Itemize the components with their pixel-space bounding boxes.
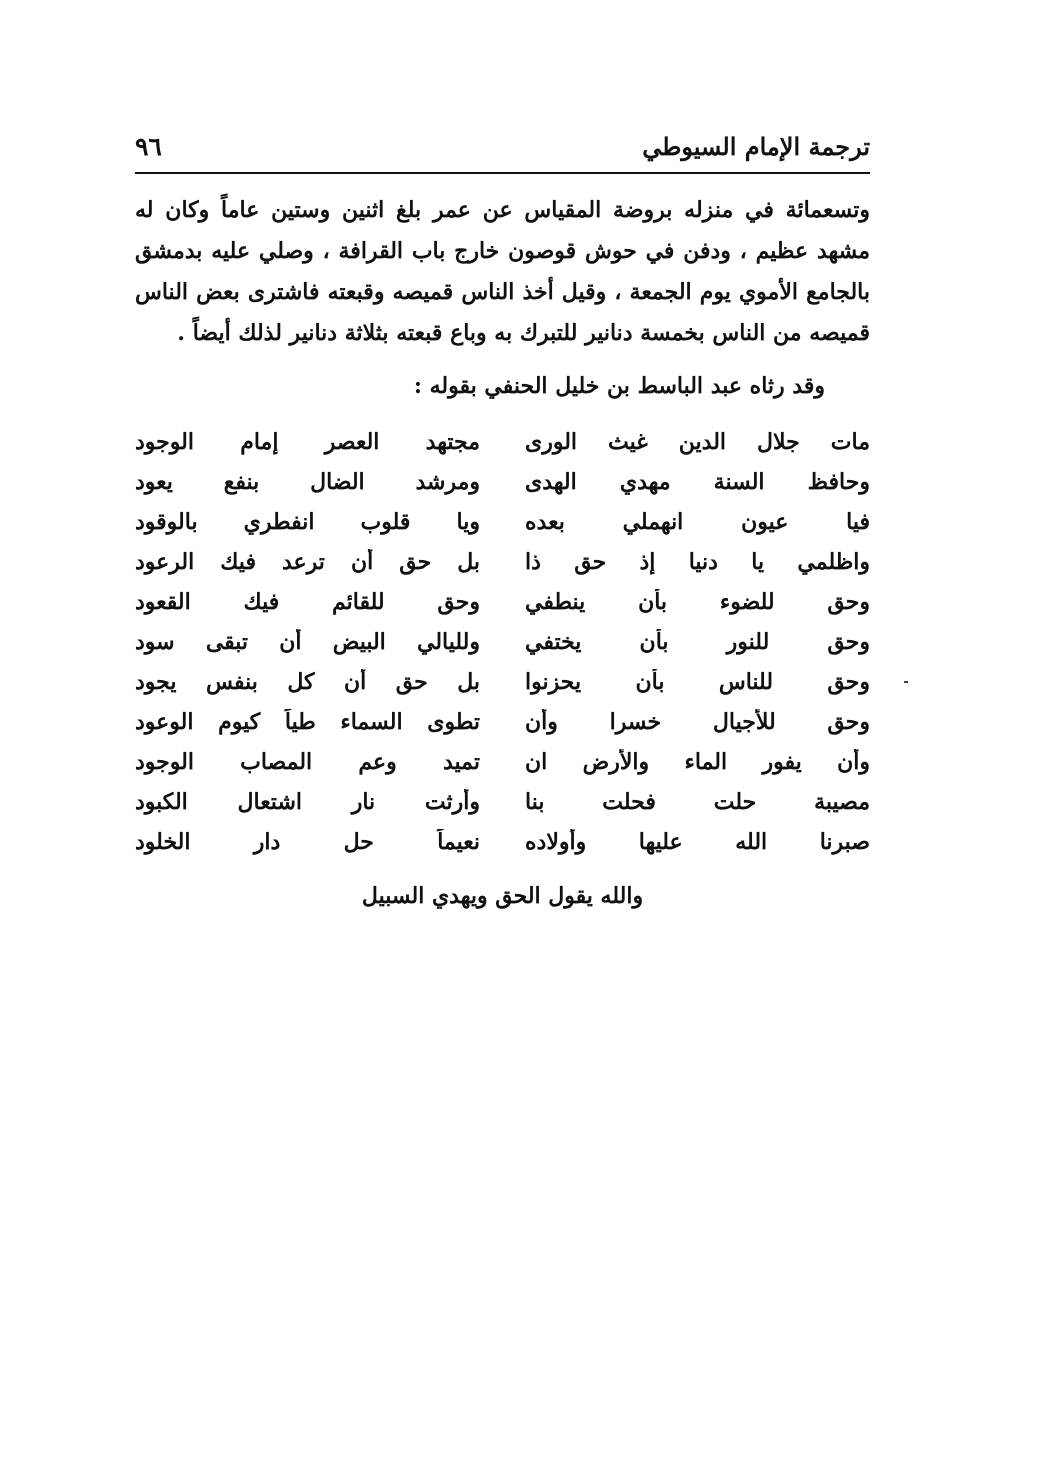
closing-line: والله يقول الحق ويهدي السبيل (361, 883, 644, 909)
first-hemistich: وحق للنور بأن يختفي (525, 629, 870, 655)
poem-couplet (135, 822, 870, 862)
first-hemistich: وحق للناس بأن يحزنوا (525, 669, 870, 695)
poem-intro-line: وقد رثاه عبد الباسط بن خليل الحنفي بقوله : (413, 373, 825, 399)
second-hemistich: تميد وعم المصاب الوجود (135, 749, 480, 775)
second-hemistich: نعيماً حل دار الخلود (135, 829, 480, 855)
first-hemistich: وأن يفور الماء والأرض ان (525, 749, 870, 775)
running-header (135, 126, 870, 166)
poem-couplet (135, 422, 870, 462)
poem-couplet (135, 662, 870, 702)
second-hemistich: وأرثت نار اشتعال الكبود (135, 789, 480, 815)
poem-couplet (135, 702, 870, 742)
second-hemistich: ولليالي البيض أن تبقى سود (135, 629, 480, 655)
first-hemistich: مصيبة حلت فحلت بنا (525, 789, 870, 815)
poem-couplet (135, 782, 870, 822)
second-hemistich: مجتهد العصر إمام الوجود (135, 429, 480, 455)
first-hemistich: مات جلال الدين غيث الورى (525, 429, 870, 455)
second-hemistich: ويا قلوب انفطري بالوقود (135, 509, 480, 535)
second-hemistich: بل حق أن ترعد فيك الرعود (135, 549, 480, 575)
first-hemistich: واظلمي يا دنيا إذ حق ذا (525, 549, 870, 575)
first-hemistich: صبرنا الله عليها وأولاده (525, 829, 870, 855)
stray-ink-mark (904, 681, 908, 683)
header-rule (135, 172, 870, 174)
second-hemistich: ومرشد الضال بنفع يعود (135, 469, 480, 495)
second-hemistich: وحق للقائم فيك القعود (135, 589, 480, 615)
page-number: ٩٦ (135, 131, 162, 161)
second-hemistich: بل حق أن كل بنفس يجود (135, 669, 480, 695)
body-paragraph: وتسعمائة في منزله بروضة المقياس عن عمر بلغ اثنين وستين عاماً وكان له مشهد عظيم ، ودفن في حوش قوصون خارج باب القرافة ، وصلي عليه بدمشق بالجامع الأموي يوم الجمعة ، وقيل أخذ الناس قميصه وقبعته فاشترى بعض الناس قميصه من الناس بخمسة دنانير للتبرك به وباع قبعته بثلاثة دنانير لذلك أيضاً . (135, 197, 870, 346)
running-title: ترجمة الإمام السيوطي (642, 131, 870, 161)
first-hemistich: وحق للأجيال خسرا وأن (525, 709, 870, 735)
poem-couplet (135, 462, 870, 502)
first-hemistich: وحق للضوء بأن ينطفي (525, 589, 870, 615)
poem-couplet (135, 622, 870, 662)
poem-couplet (135, 502, 870, 542)
poem-couplet (135, 582, 870, 622)
first-hemistich: فيا عيون انهملي بعده (525, 509, 870, 535)
first-hemistich: وحافظ السنة مهدي الهدى (525, 469, 870, 495)
poem-couplet (135, 742, 870, 782)
poem-couplet (135, 542, 870, 582)
elegy-poem (135, 422, 870, 862)
second-hemistich: تطوى السماء طياً كيوم الوعود (135, 709, 480, 735)
